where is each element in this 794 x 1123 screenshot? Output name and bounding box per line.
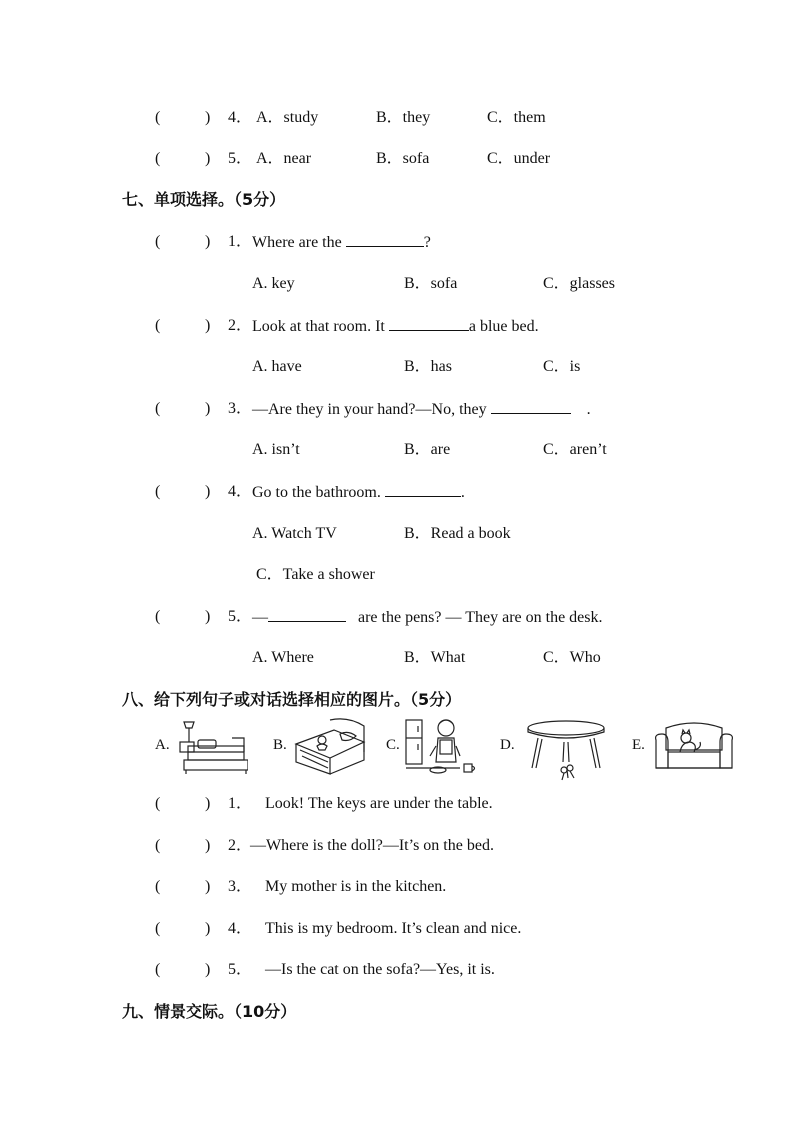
option-b: B．are [404,441,451,458]
section-title-part7: 七、单项选择。（5分） [122,190,286,209]
answer-blank[interactable] [491,398,571,414]
question-number: 4． [228,920,253,937]
option-c: C．Take a shower [256,566,375,583]
question-number: 3． [228,878,253,895]
picture-label-e: E. [632,737,645,753]
question-number: 1． [228,795,253,812]
option-a: A. have [252,358,302,375]
question-number: 3． [228,400,253,417]
option-c: C．glasses [543,275,616,292]
question-number: 5． [228,150,253,167]
option-b: B．has [404,358,453,375]
question-number: 1． [228,233,253,250]
question-stem: This is my bedroom. It’s clean and nice. [265,920,522,937]
question-number: 2． [228,317,253,334]
question-stem: —Where is the doll?—It’s on the bed. [250,837,494,854]
option-c: C．them [487,109,546,126]
option-b: B．What [404,649,466,666]
picture-label-a: A. [155,737,170,753]
section-title-part9: 九、情景交际。（10分） [122,1002,297,1021]
picture-label-c: C. [386,737,400,753]
question-stem: Where are the ? [252,231,431,254]
picture-label-b: B. [273,737,287,753]
option-c: C．Who [543,649,601,666]
option-a: A. isn’t [252,441,300,458]
worksheet-page: ( ) 4． A．study B．they C．them ( ) 5． A．near B．sofa C．under 七、单项选择。（5分） ( ) 1． Where are the ? A. key B．sofa C．glasses ( ) 2． Look at that room. It a blue bed. A. have B．has C．is ( ) 3． —Are they in your hand?—No, they . A. isn’t B．are C．aren’t ( ) 4． Go to the bathroom. . A. Watch TV B．Read a book C．Take a shower ( ) 5． — are the pens? — They are on the desk. A. Where B．What C．Who 八、给下列句子或对话选择相应的图片。（5分） A. B. C. D. E. ( ) 1． Look! The keys are under the table. ( ) 2． —Where is the doll?—It’s on the bed. ( ) 3． My mother is in the kitchen. ( ) 4． This is my bedroom. It’s clean and nice. ( ) 5． —Is the cat on the sofa?—Yes, it is. 九、情景交际。（10分） [0,0,794,1123]
option-b: B．sofa [376,150,430,167]
bed-with-lamp-icon [176,718,248,776]
option-c: C．aren’t [543,441,607,458]
option-b: B．they [376,109,431,126]
question-number: 4． [228,109,253,126]
sofa-with-cat-icon [652,722,736,774]
option-a: A. Where [252,649,314,666]
question-number: 5． [228,608,253,625]
answer-blank[interactable] [385,481,461,497]
option-a: A．study [256,109,319,126]
kitchen-mother-icon [402,716,480,778]
table-with-keys-icon [526,718,606,782]
option-a: A. key [252,275,295,292]
option-b: B．Read a book [404,525,511,542]
question-stem: Look! The keys are under the table. [265,795,493,812]
option-a: A. Watch TV [252,525,337,542]
option-b: B．sofa [404,275,458,292]
bed-with-doll-icon [290,716,368,776]
question-stem: —Are they in your hand?—No, they . [252,398,591,421]
question-stem: My mother is in the kitchen. [265,878,447,895]
picture-label-d: D. [500,737,515,753]
question-number: 4． [228,483,253,500]
question-stem: Look at that room. It a blue bed. [252,315,539,338]
option-a: A．near [256,150,312,167]
option-c: C．is [543,358,581,375]
question-number: 5． [228,961,253,978]
answer-blank[interactable] [268,606,346,622]
option-c: C．under [487,150,551,167]
answer-blank[interactable] [346,231,424,247]
question-stem: Go to the bathroom. . [252,481,465,504]
question-number: 2． [228,837,253,854]
section-title-part8: 八、给下列句子或对话选择相应的图片。（5分） [122,690,462,709]
question-stem: — are the pens? — They are on the desk. [252,606,603,629]
answer-blank[interactable] [389,315,469,331]
question-stem: —Is the cat on the sofa?—Yes, it is. [265,961,495,978]
